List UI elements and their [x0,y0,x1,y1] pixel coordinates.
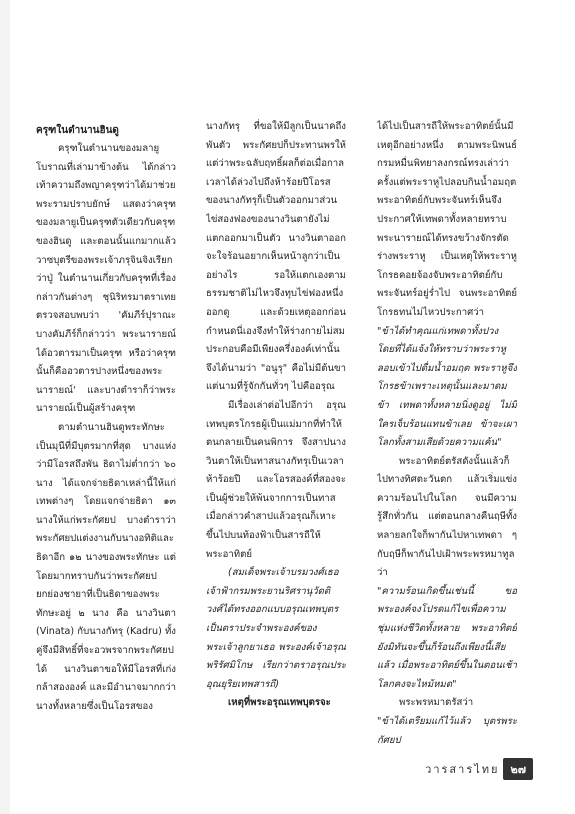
quote: (สมเด็จพระเจ้าบรมวงศ์เธอ เจ้าฟ้ากรมพระยานริศรานุวัดติวงศ์ได้ทรงออกแบบอรุณเทพบุตรเป็นตราประจำพระองค์ของพระเจ้าลูกยาเธอ พระองค์เจ้าอรุณพริรัศมิโกษ เรียกว่าตราอรุณประอุณยุริยเทพสารถี) [206,567,346,690]
magazine-title: วารสารไทย [425,763,500,776]
paragraph: ครุฑในตำนานของมลายูโบราณที่เล่ามาข้างต้น ได้กล่าวเท้าความถึงพญาครุฑว่าได้มาช่วยพระรามปราบยักษ์ แสดงว่าครุฑของมลายูเป็นครุฑตัวเดียวกับครุฑของฮินดู และตอนนั้นแกมากแล้ว วาซบุตรีของพระเจ้าภรุจินจิงเรียกว่าปู่ ในตำนานเกี่ยวกับครุฑที่เรื่องกล่าวกันต่างๆ ชุนิริทรมาตราเทยตรวจสอบพบว่า 'คัมภีร์ปุราณะบางคัมภีร์ก็กล่าวว่า พระนารายณ์ได้อวตารมาเป็นครุฑ หรือว่าครุฑนั้นก็คืออวตารปางหนึ่งของพระนารายณ์' และบางตำราก็ว่าพระนารายณ์เป็นผู้สร้างครุฑ [36,143,176,415]
quote: "ข้าได้ทำคุณแก่เทพดาทั้งปวง โดยที่ได้แจ้งให้ทราบว่าพระราหูลอบเข้าไปดื่มน้ำอมฤต พระราหูจึงโกรธข้าเพราะเหตุนั้นและมาดมข้า เทพดาทั้งหลายนิ่งดูอยู่ ไม่มีใครเจ็บร้อนแทนข้าเลย ข้าจะเผาโลกทั้งสามเสียด้วยความแค้น" [377,325,517,449]
paragraph: พระอาทิตย์ตรัสดังนั้นแล้วก็ไปทางทิศตะวันตก แล้วเริ่มแข่งความร้อนไปในโลก จนมีความรู้สึกทั่วกัน แต่ตอนกลางคืนฤษีทั้งหลายลกใจก็พากันไปหาเทพดา ๆ กับฤษีก็พากันไปเฝ้าพระพรหมาทูลว่า [377,455,517,579]
column-3 [377,118,517,798]
bold-line: เหตุที่พระอรุณเทพบุตรจะ [228,697,331,709]
paragraph: มีเรื่องเล่าต่อไปอีกว่า อรุณเทพบุตรโกรธผู้เป็นแม่มากที่ทำให้ตนกลายเป็นคนพิการ จึงสาปนางวินตาให้เป็นทาสนางกัทรุเป็นเวลาห้าร้อยปี และโอรสองค์ที่สองจะเป็นผู้ช่วยให้พ้นจากการเป็นทาสเมื่อกล่าวคำสาปแล้วอรุณก็เหาะขึ้นไปบนท้องฟ้าเป็นสารถีให้พระอาทิตย์ [206,399,346,560]
paragraph: ตามตำนานฮินดูพระทักษะเป็นมุนีที่มีบุตรมากที่สุด บางแห่งว่ามีโอรสถึงพัน ธิดาไม่ต่ำกว่า ๖๐ นาง ได้แจกจ่ายธิดาเหล่านี้ให้แก่เทพต่างๆ โดยแจกจ่ายธิดา ๑๓ นางให้แก่พระกัศยป บางตำราว่าพระกัศยปแต่งงานกับนางอทิติและธิดาอีก ๑๒ นางของพระทักษะ แต่โดยมากทราบกันว่าพระกัศยปยกย่องชายาที่เป็นธิดาของพระทักษะอยู่ ๒ นาง คือ นางวินตา (Vinata) กับนางกัทรุ (Kadru) ทั้งคู่จึงมีสิทธิ์ที่จะอวพรจากพระกัศยปได้ นางวินตาขอให้มีโอรสที่เก่งกล้าสององค์ และมีอำนาจมากกว่านางทั้งหลายซึ่งเป็นโอรสของ [36,421,176,712]
paragraph: พระพรหมาตรัสว่า [399,697,474,709]
paragraph: นางกัทรุ ที่ขอให้มีลูกเป็นนาคถึงพันตัว พระกัศยปก็ประทานพรให้แต่ว่าพระฉลับฤทธิ์ผลก็ต่อเมื่อกาลเวลาได้ล่วงไปถึงห้าร้อยปีโอรสของนางกัทรุก็เป็นตัวออกมาส่วนไข่สองฟองของนางวินตายังไม่แตกออกมาเป็นตัว นางวินตาออกจะใจร้อนอยากเห็นหน้าลูกว่าเป็นอย่างไร รอให้แตกเองตามธรรมชาติไม่ไหวจึงทุบไข่ฟองหนึ่งออกดู และด้วยเหตุออกก่อนกำหนดนี่เองจึงทำให้ร่างกายไม่สมประกอบคือมีเพียงครึ่งองค์เท่านั้น จึงได้นามว่า "อนูรุ" คือไม่มีต้นขา แต่นามที่รู้จักกันทั่วๆ ไปคืออรุณ [206,121,346,393]
quote: "ข้าได้เตรียมแก้ไว้แล้ว บุตรพระกัศยป [377,716,517,746]
page-edge [0,0,10,814]
page-number: ๒๗ [503,758,533,780]
section-heading: ครุฑในตำนานฮินดู [36,125,119,136]
quote: "ความร้อนเกิดขึ้นเช่นนี้ ขอพระองค์จงโปรดแก้ไขเพื่อความชุ่มแห่งชีวิตทั้งหลาย พระอาทิตย์ยังมิทันจะขึ้นก็ร้อนถึงเพียงนี้เสียแล้ว เมื่อพระอาทิตย์ขึ้นในตอนเช้า โลกคงจะไหม้หมด" [377,585,517,690]
page-footer [423,757,533,781]
column-1 [36,122,176,802]
column-2 [206,118,346,798]
paragraph: ได้ไปเป็นสารถีให้พระอาทิตย์นั้นมีเหตุอีกอย่างหนึ่ง ตามพระนิพนธ์กรมหมื่นพิทยาลงกรณ์ทรงเล่าว่าครั้งแต่พระราหูไปลอบกินน้ำอมฤต พระอาทิตย์กับพระจันทร์เห็นจึงประกาศให้เทพดาทั้งหลายทราบพระนารายณ์ได้ทรงขว้างจักรตัดร่างพระราหู เป็นเหตุให้พระราหูโกรธคอยจ้องจับพระอาทิตย์กับพระจันทร์อยู่ร่ำไป จนพระอาทิตย์โกรธทนไม่ไหวประกาศว่า [377,121,517,318]
